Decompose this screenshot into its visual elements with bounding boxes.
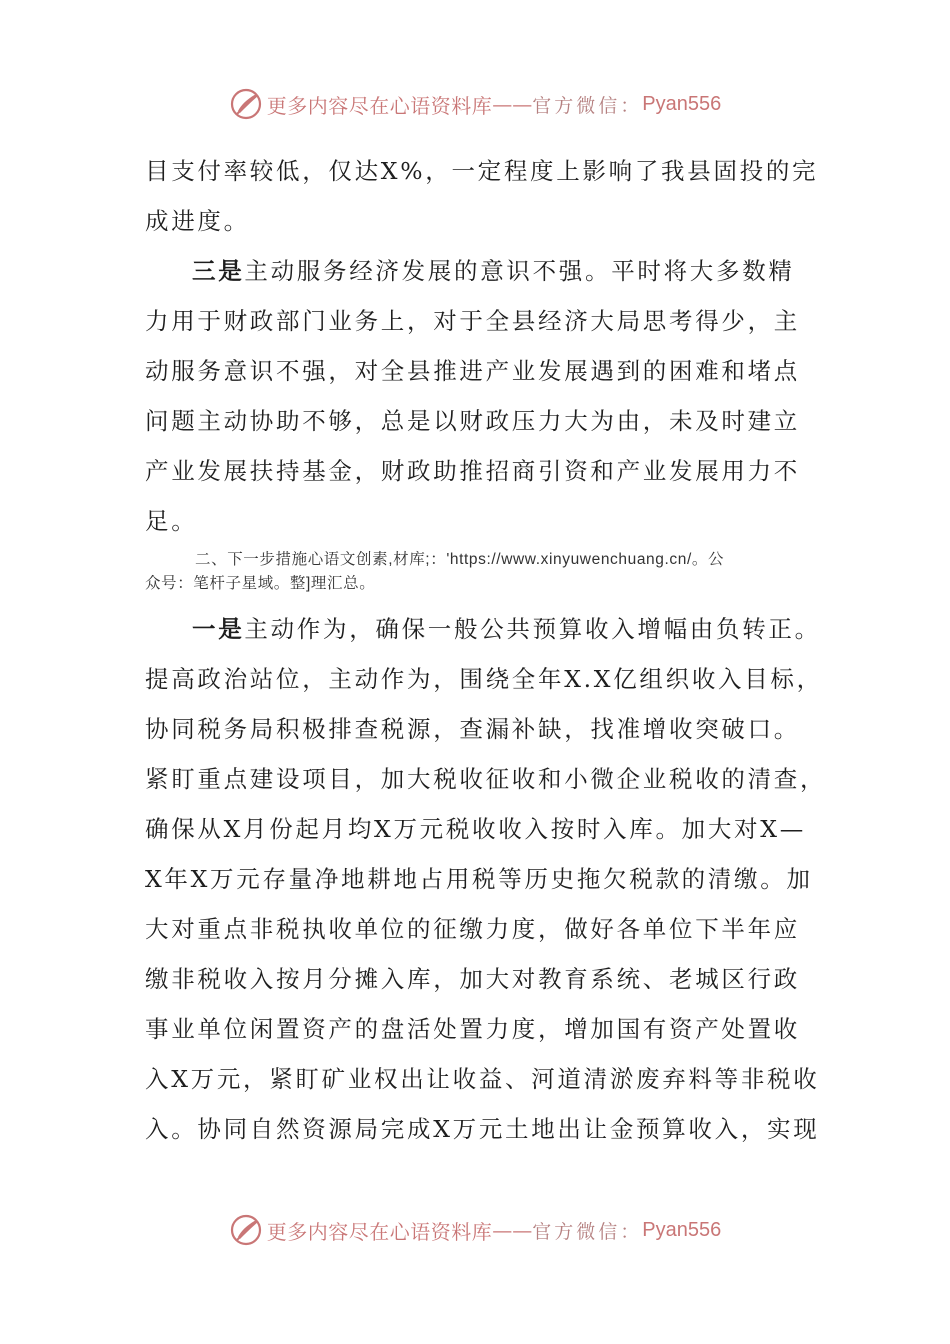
body-line: 入X万元，紧盯矿业权出让收益、河道清淤废弃料等非税收 <box>145 1065 820 1093</box>
body-line: 事业单位闲置资产的盘活处置力度，增加国有资产处置收 <box>145 1015 800 1043</box>
paragraph-lead: 一是 <box>192 615 245 643</box>
body-line: 产业发展扶持基金，财政助推招商引资和产业发展用力不 <box>145 457 800 485</box>
document-body <box>145 146 827 1154</box>
banner-wechat-label: 官方微信： <box>532 1220 643 1243</box>
body-line: 足。 <box>145 507 198 535</box>
body-line: 成进度。 <box>145 207 250 235</box>
banner-site-text: 更多内容尽在心语资料库 <box>266 1219 493 1244</box>
footer-watermark-banner <box>0 1210 950 1250</box>
body-line: 协同税务局积极排查税源，查漏补缺，找准增收突破口。 <box>145 715 800 743</box>
body-line: X年X万元存量净地耕地占用税等历史拖欠税款的清缴。加 <box>145 865 813 893</box>
paragraph-text: 主动作为，确保一般公共预算收入增幅由负转正。 <box>244 615 821 643</box>
body-line: 确保从X月份起月均X万元税收收入按时入库。加大对X— <box>145 815 806 843</box>
banner-separator: —— <box>492 1218 533 1242</box>
body-line: 紧盯重点建设项目，加大税收征收和小微企业税收的清查， <box>145 765 827 793</box>
body-line: 问题主动协助不够，总是以财政压力大为由，未及时建立 <box>145 407 800 435</box>
body-line: 大对重点非税执收单位的征缴力度，做好各单位下半年应 <box>145 915 800 943</box>
pen-logo-icon <box>229 1213 263 1247</box>
banner-wechat-label: 官方微信： <box>532 94 643 117</box>
paragraph-text: 主动服务经济发展的意识不强。平时将大多数精 <box>244 257 795 285</box>
banner-separator: —— <box>492 92 533 116</box>
paragraph-lead: 三是 <box>192 257 245 285</box>
body-line: 入。协同自然资源局完成X万元土地出让金预算收入，实现 <box>145 1115 820 1143</box>
body-line: 目支付率较低，仅达X%，一定程度上影响了我县固投的完 <box>145 157 819 185</box>
section-heading-note: 二、下一步措施心语文创素,材库;：'https://www.xinyuwenchuang.cn/。公 <box>195 551 725 568</box>
paragraph-three-first-line <box>145 246 810 296</box>
section-heading-note-continued: 众号：笔杆子星域。整]理汇总。 <box>145 575 376 592</box>
banner-site-text: 更多内容尽在心语资料库 <box>266 93 493 118</box>
body-line: 提高政治站位，主动作为，围绕全年X.X亿组织收入目标， <box>145 665 823 693</box>
body-line: 力用于财政部门业务上，对于全县经济大局思考得少，主 <box>145 307 800 335</box>
spacer <box>145 596 810 604</box>
banner-wechat-id: Pyan556 <box>642 92 722 115</box>
pen-logo-icon <box>229 87 263 121</box>
header-watermark-banner <box>0 84 950 124</box>
banner-wechat-id: Pyan556 <box>642 1218 722 1241</box>
body-line: 动服务意识不强，对全县推进产业发展遇到的困难和堵点 <box>145 357 800 385</box>
body-line: 缴非税收入按月分摊入库，加大对教育系统、老城区行政 <box>145 965 800 993</box>
paragraph-four-first-line <box>145 604 821 654</box>
